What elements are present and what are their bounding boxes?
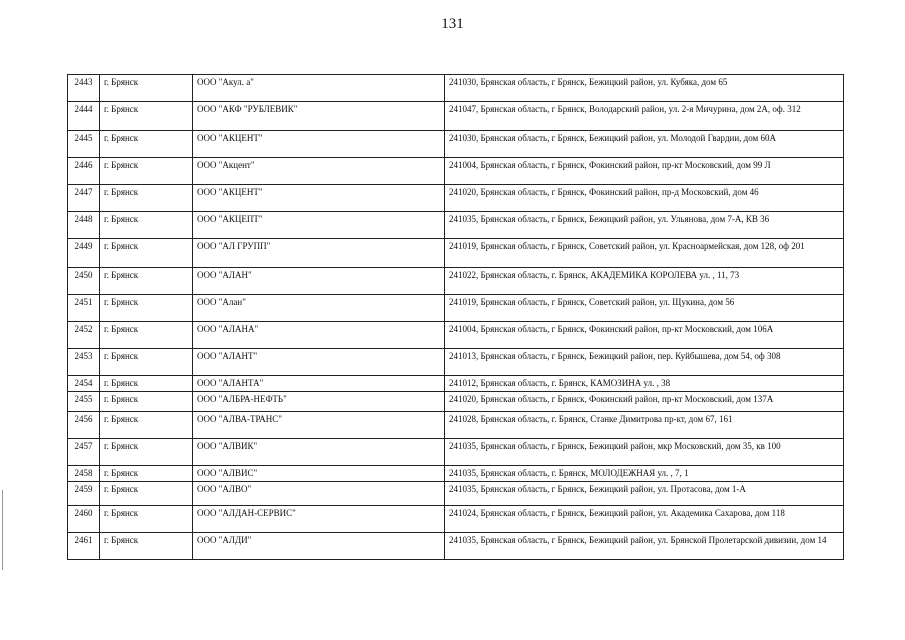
table-row [68,376,844,392]
city-cell: г. Брянск [100,185,193,212]
city-cell: г. Брянск [100,506,193,533]
row-number: 2447 [68,185,100,212]
city-cell: г. Брянск [100,376,193,392]
organization-cell: ООО "АЛДАН-СЕРВИС" [193,506,445,533]
city-cell: г. Брянск [100,102,193,131]
row-number: 2453 [68,349,100,376]
city-cell: г. Брянск [100,131,193,158]
city-cell: г. Брянск [100,295,193,322]
row-number: 2454 [68,376,100,392]
row-number: 2451 [68,295,100,322]
city-cell: г. Брянск [100,466,193,482]
table-row [68,102,844,131]
row-number: 2444 [68,102,100,131]
city-cell: г. Брянск [100,239,193,268]
row-number: 2449 [68,239,100,268]
organization-cell: ООО "АЛДИ" [193,533,445,560]
city-cell: г. Брянск [100,349,193,376]
organization-cell: ООО "АЛ ГРУПП" [193,239,445,268]
organization-cell: ООО "Акул. а" [193,75,445,102]
organization-cell: ООО "Алан" [193,295,445,322]
address-cell: 241030, Брянская область, г Брянск, Бежицкий район, ул. Молодой Гвардии, дом 60А [445,131,844,158]
row-number: 2457 [68,439,100,466]
organization-cell: ООО "АЛВО" [193,482,445,506]
row-number: 2446 [68,158,100,185]
city-cell: г. Брянск [100,212,193,239]
row-number: 2459 [68,482,100,506]
table-row [68,185,844,212]
row-number: 2458 [68,466,100,482]
organizations-table [67,74,844,560]
city-cell: г. Брянск [100,412,193,439]
organization-cell: ООО "Акцент" [193,158,445,185]
organization-cell: ООО "АЛБРА-НЕФТЬ" [193,392,445,412]
address-cell: 241035, Брянская область, г Брянск, Бежицкий район, мкр Московский, дом 35, кв 100 [445,439,844,466]
table-row [68,75,844,102]
address-cell: 241030, Брянская область, г Брянск, Бежицкий район, ул. Кубяка, дом 65 [445,75,844,102]
row-number: 2455 [68,392,100,412]
address-cell: 241004, Брянская область, г Брянск, Фокинский район, пр-кт Московский, дом 106А [445,322,844,349]
table-row [68,349,844,376]
city-cell: г. Брянск [100,268,193,295]
table-row [68,158,844,185]
organization-cell: ООО "АКЦЕНТ" [193,131,445,158]
row-number: 2456 [68,412,100,439]
row-number: 2450 [68,268,100,295]
city-cell: г. Брянск [100,482,193,506]
organization-cell: ООО "АЛВИС" [193,466,445,482]
table-row [68,131,844,158]
table-row [68,322,844,349]
row-number: 2452 [68,322,100,349]
address-cell: 241047, Брянская область, г Брянск, Володарский район, ул. 2-я Мичурина, дом 2А, оф. 312 [445,102,844,131]
city-cell: г. Брянск [100,439,193,466]
organization-cell: ООО "АЛАНТА" [193,376,445,392]
row-number: 2443 [68,75,100,102]
address-cell: 241004, Брянская область, г Брянск, Фокинский район, пр-кт Московский, дом 99 Л [445,158,844,185]
address-cell: 241019, Брянская область, г Брянск, Советский район, ул. Красноармейская, дом 128, оф 201 [445,239,844,268]
address-cell: 241028, Брянская область, г. Брянск, Станке Димитрова пр-кт, дом 67, 161 [445,412,844,439]
organization-cell: ООО "АЛАН" [193,268,445,295]
row-number: 2445 [68,131,100,158]
row-number: 2460 [68,506,100,533]
page-number: 131 [441,16,464,32]
address-cell: 241035, Брянская область, г Брянск, Бежицкий район, ул. Брянской Пролетарской дивизии, дом 14 [445,533,844,560]
table-row [68,239,844,268]
city-cell: г. Брянск [100,533,193,560]
row-number: 2461 [68,533,100,560]
address-cell: 241012, Брянская область, г. Брянск, КАМОЗИНА ул. , 38 [445,376,844,392]
organization-cell: ООО "АКЦЕНТ" [193,185,445,212]
city-cell: г. Брянск [100,392,193,412]
organization-cell: ООО "АЛАНТ" [193,349,445,376]
address-cell: 241035, Брянская область, г Брянск, Бежицкий район, ул. Ульянова, дом 7-А, КВ 36 [445,212,844,239]
address-cell: 241024, Брянская область, г Брянск, Бежицкий район, ул. Академика Сахарова, дом 118 [445,506,844,533]
address-cell: 241022, Брянская область, г. Брянск, АКАДЕМИКА КОРОЛЕВА ул. , 11, 73 [445,268,844,295]
address-cell: 241020, Брянская область, г Брянск, Фокинский район, пр-кт Московский, дом 137А [445,392,844,412]
table-row [68,412,844,439]
scan-edge-mark [2,490,3,570]
table-row [68,506,844,533]
table-row [68,268,844,295]
city-cell: г. Брянск [100,75,193,102]
table-row [68,482,844,506]
organization-cell: ООО "АКЦЕПТ" [193,212,445,239]
address-cell: 241013, Брянская область, г Брянск, Бежицкий район, пер. Куйбышева, дом 54, оф 308 [445,349,844,376]
organization-cell: ООО "АЛАНА" [193,322,445,349]
table-row [68,533,844,560]
table-row [68,392,844,412]
table-row [68,295,844,322]
address-cell: 241019, Брянская область, г Брянск, Советский район, ул. Щукина, дом 56 [445,295,844,322]
organization-cell: ООО "АКФ "РУБЛЕВИК" [193,102,445,131]
organization-cell: ООО "АЛВИК" [193,439,445,466]
table-row [68,439,844,466]
address-cell: 241020, Брянская область, г Брянск, Фокинский район, пр-д Московский, дом 46 [445,185,844,212]
organization-cell: ООО "АЛВА-ТРАНС" [193,412,445,439]
address-cell: 241035, Брянская область, г Брянск, Бежицкий район, ул. Протасова, дом 1-А [445,482,844,506]
table-row [68,212,844,239]
city-cell: г. Брянск [100,322,193,349]
city-cell: г. Брянск [100,158,193,185]
table-row [68,466,844,482]
address-cell: 241035, Брянская область, г. Брянск, МОЛОДЕЖНАЯ ул. , 7, 1 [445,466,844,482]
row-number: 2448 [68,212,100,239]
